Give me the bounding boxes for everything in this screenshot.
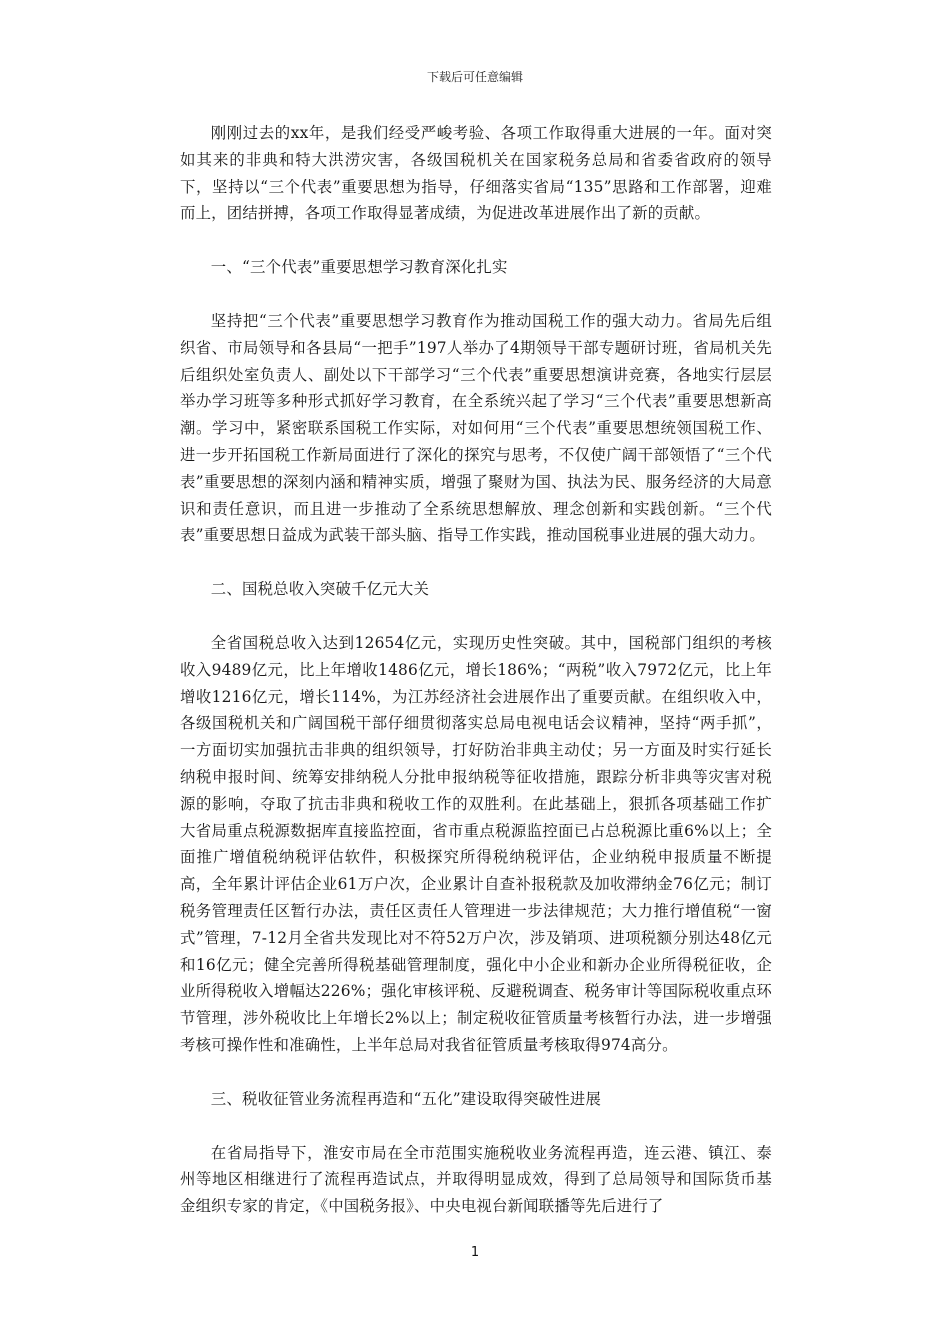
intro-paragraph: 刚刚过去的xx年，是我们经受严峻考验、各项工作取得重大进展的一年。面对突如其来的非典和特大洪涝灾害，各级国税机关在国家税务总局和省委省政府的领导下，坚持以“三个代表”重要思想为指导，仔细落实省局“135”思路和工作部署，迎难而上，团结拼搏，各项工作取得显著成绩，为促进改革进展作出了新的贡献。 — [180, 124, 772, 223]
section-heading-2: 二、国税总收入突破千亿元大关 — [210, 580, 430, 599]
section-2-paragraph: 全省国税总收入达到12654亿元，实现历史性突破。其中，国税部门组织的考核收入9489亿元，比上年增收1486亿元，增长186%；“两税”收入7972亿元，比上年增收1216亿元，增长114%，为江苏经济社会进展作出了重要贡献。在组织收入中，各级国税机关和广阔国税干部仔细贯彻落实总局电视电话会议精神，坚持“两手抓”，一方面切实加强抗击非典的组织领导，打好防治非典主动仗；另一方面及时实行延长纳税申报时间、统筹安排纳税人分批申报纳税等征收措施，跟踪分析非典等灾害对税源的影响，夺取了抗击非典和税收工作的双胜利。在此基础上，狠抓各项基础工作扩大省局重点税源数据库直接监控面，省市重点税源监控面已占总税源比重6%以上；全面推广增值税纳税评估软件，积极探究所得税纳税评估，企业纳税申报质量不断提高，全年累计评估企业61万户次，企业累计自查补报税款及加收滞纳金76亿元；制订税务管理责任区暂行办法，责任区责任人管理进一步法律规范；大力推行增值税“一窗式”管理，7-12月全省共发现比对不符52万户次，涉及销项、进项税额分别达48亿元和16亿元；健全完善所得税基础管理制度，强化中小企业和新办企业所得税征收，企业所得税收入增幅达226%；强化审核评税、反避税调查、税务审计等国际税收重点环节管理，涉外税收比上年增长2%以上；制定税收征管质量考核暂行办法，进一步增强考核可操作性和准确性，上半年总局对我省征管质量考核取得974高分。 — [180, 633, 772, 1054]
section-heading-3: 三、税收征管业务流程再造和“五化”建设取得突破性进展 — [210, 1089, 602, 1108]
section-3-paragraph: 在省局指导下，淮安市局在全市范围实施税收业务流程再造，连云港、镇江、泰州等地区相继进行了流程再造试点，并取得明显成效，得到了总局领导和国际货币基金组织专家的肯定，《中国税务报》、中央电视台新闻联播等先后进行了 — [180, 1143, 772, 1216]
header-note: 下载后可任意编辑 — [426, 70, 523, 84]
section-heading-1: 一、“三个代表”重要思想学习教育深化扎实 — [210, 258, 508, 277]
section-1-paragraph: 坚持把“三个代表”重要思想学习教育作为推动国税工作的强大动力。省局先后组织省、市局领导和各县局“一把手”197人举办了4期领导干部专题研讨班，省局机关先后组织处室负责人、副处以下干部学习“三个代表”重要思想演讲竞赛，各地实行层层举办学习班等多种形式抓好学习教育，在全系统兴起了学习“三个代表”重要思想新高潮。学习中，紧密联系国税工作实际，对如何用“三个代表”重要思想统领国税工作、进一步开拓国税工作新局面进行了深化的探究与思考，不仅使广阔干部领悟了“三个代表”重要思想的深刻内涵和精神实质，增强了聚财为国、执法为民、服务经济的大局意识和责任意识，而且进一步推动了全系统思想解放、理念创新和实践创新。“三个代表”重要思想日益成为武装干部头脑、指导工作实践，推动国税事业进展的强大动力。 — [180, 311, 772, 545]
document-body — [180, 120, 772, 1247]
page-number: 1 — [470, 1245, 480, 1260]
